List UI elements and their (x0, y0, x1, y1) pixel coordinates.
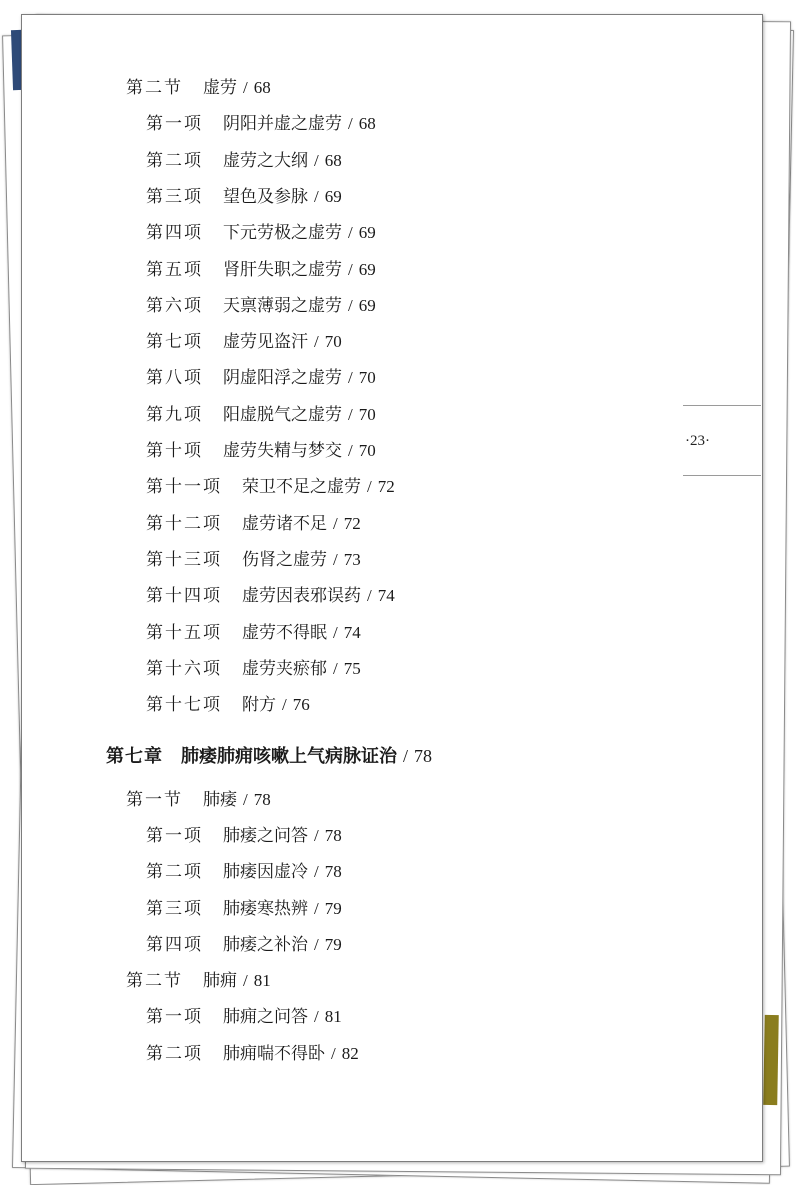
toc-separator: / (348, 223, 353, 242)
toc-separator: / (367, 477, 372, 496)
toc-separator: / (314, 899, 319, 918)
toc-separator: / (314, 1007, 319, 1026)
toc-title: 虚劳见盗汗 (223, 332, 308, 352)
toc-title: 虚劳失精与梦交 (223, 441, 342, 461)
toc-separator: / (348, 114, 353, 133)
toc-separator: / (314, 935, 319, 954)
toc-item (146, 894, 342, 919)
toc-item (146, 109, 376, 134)
toc-item (146, 545, 361, 570)
toc-label: 第九项 (146, 405, 203, 425)
toc-label: 第十三项 (146, 550, 222, 570)
toc-separator: / (333, 623, 338, 642)
toc-page-number: 72 (377, 477, 395, 496)
toc-title: 阴虚阳浮之虚劳 (223, 368, 342, 388)
toc-item (146, 291, 376, 316)
toc-label: 第十六项 (146, 659, 222, 679)
toc-item (146, 255, 376, 280)
toc-title: 肺痿之补治 (223, 935, 308, 955)
toc-title: 虚劳不得眠 (242, 623, 327, 643)
toc-title: 下元劳极之虚劳 (223, 223, 342, 243)
toc-item (146, 690, 310, 715)
toc-separator: / (331, 1044, 336, 1063)
toc-page-number: 79 (324, 899, 342, 918)
toc-label: 第十一项 (146, 477, 222, 497)
toc-page-number: 73 (343, 550, 361, 569)
toc-label: 第二项 (146, 1044, 203, 1064)
toc-label: 第二项 (146, 151, 203, 171)
toc-page-number: 78 (253, 790, 271, 809)
toc-label: 第七项 (146, 332, 203, 352)
toc-separator: / (348, 405, 353, 424)
toc-separator: / (348, 260, 353, 279)
toc-title: 虚劳因表邪误药 (242, 586, 361, 606)
toc-section (126, 73, 271, 98)
toc-page-number: 70 (358, 368, 376, 387)
toc-item (146, 930, 342, 955)
toc-separator: / (314, 826, 319, 845)
toc-separator: / (243, 971, 248, 990)
document-page (21, 14, 763, 1162)
toc-title: 肺痈 (203, 971, 237, 991)
toc-title: 肺痿寒热辨 (223, 899, 308, 919)
toc-separator: / (367, 586, 372, 605)
toc-item (146, 327, 342, 352)
toc-label: 第六项 (146, 296, 203, 316)
toc-title: 天禀薄弱之虚劳 (223, 296, 342, 316)
toc-section (126, 966, 271, 991)
toc-page-number: 81 (253, 971, 271, 990)
toc-label: 第七章 (106, 746, 163, 767)
toc-label: 第三项 (146, 187, 203, 207)
toc-title: 肺痈喘不得卧 (223, 1044, 325, 1064)
toc-item (146, 1002, 342, 1027)
toc-label: 第一项 (146, 114, 203, 134)
toc-title: 望色及参脉 (223, 187, 308, 207)
toc-label: 第四项 (146, 935, 203, 955)
toc-separator: / (314, 862, 319, 881)
toc-item (146, 509, 361, 534)
toc-page-number: 76 (292, 695, 310, 714)
toc-section (126, 785, 271, 810)
toc-page-number: 78 (324, 826, 342, 845)
toc-separator: / (348, 296, 353, 315)
toc-label: 第十七项 (146, 695, 222, 715)
toc-item (146, 821, 342, 846)
toc-title: 肺痿因虚冷 (223, 862, 308, 882)
toc-separator: / (333, 659, 338, 678)
toc-page-number: 69 (358, 296, 376, 315)
toc-page-number: 69 (358, 260, 376, 279)
toc-item (146, 654, 361, 679)
toc-page-number: 70 (358, 405, 376, 424)
toc-page-number: 69 (358, 223, 376, 242)
toc-separator: / (333, 550, 338, 569)
toc-page-number: 78 (414, 746, 433, 766)
folio-rule-bottom (683, 475, 761, 476)
toc-separator: / (348, 368, 353, 387)
table-of-contents (22, 15, 762, 1161)
toc-title: 荣卫不足之虚劳 (242, 477, 361, 497)
folio-rule-top (683, 405, 761, 406)
toc-title: 肺痿肺痈咳嗽上气病脉证治 (181, 746, 397, 767)
toc-title: 附方 (242, 695, 276, 715)
toc-page-number: 69 (324, 187, 342, 206)
toc-separator: / (243, 790, 248, 809)
toc-separator: / (282, 695, 287, 714)
toc-separator: / (348, 441, 353, 460)
toc-separator: / (243, 78, 248, 97)
toc-separator: / (314, 151, 319, 170)
toc-title: 虚劳诸不足 (242, 514, 327, 534)
book-cover-edge (763, 1015, 779, 1105)
toc-item (146, 363, 376, 388)
toc-item (146, 857, 342, 882)
toc-label: 第八项 (146, 368, 203, 388)
toc-label: 第二项 (146, 862, 203, 882)
toc-label: 第三项 (146, 899, 203, 919)
toc-page-number: 68 (358, 114, 376, 133)
toc-separator: / (333, 514, 338, 533)
toc-label: 第十项 (146, 441, 203, 461)
toc-label: 第十五项 (146, 623, 222, 643)
toc-page-number: 78 (324, 862, 342, 881)
toc-item (146, 472, 395, 497)
toc-label: 第二节 (126, 78, 183, 98)
toc-page-number: 74 (343, 623, 361, 642)
toc-item (146, 618, 361, 643)
toc-label: 第一节 (126, 790, 183, 810)
toc-page-number: 79 (324, 935, 342, 954)
toc-title: 虚劳夹瘀郁 (242, 659, 327, 679)
toc-title: 肺痿 (203, 790, 237, 810)
toc-page-number: 82 (341, 1044, 359, 1063)
toc-item (146, 581, 395, 606)
toc-title: 肾肝失职之虚劳 (223, 260, 342, 280)
toc-title: 虚劳 (203, 78, 237, 98)
toc-page-number: 70 (358, 441, 376, 460)
toc-item (146, 218, 376, 243)
toc-separator: / (314, 332, 319, 351)
toc-page-number: 74 (377, 586, 395, 605)
toc-label: 第五项 (146, 260, 203, 280)
page-number: ·23· (685, 433, 710, 449)
toc-label: 第一项 (146, 826, 203, 846)
toc-item (146, 182, 342, 207)
toc-separator: / (314, 187, 319, 206)
toc-chapter (106, 742, 432, 768)
toc-page-number: 70 (324, 332, 342, 351)
toc-page-number: 81 (324, 1007, 342, 1026)
toc-title: 伤肾之虚劳 (242, 550, 327, 570)
toc-label: 第二节 (126, 971, 183, 991)
toc-title: 肺痈之问答 (223, 1007, 308, 1027)
toc-separator: / (403, 746, 409, 766)
toc-title: 肺痿之问答 (223, 826, 308, 846)
toc-item (146, 1039, 359, 1064)
toc-label: 第四项 (146, 223, 203, 243)
toc-label: 第十四项 (146, 586, 222, 606)
toc-page-number: 72 (343, 514, 361, 533)
toc-item (146, 400, 376, 425)
toc-page-number: 68 (253, 78, 271, 97)
toc-title: 阳虚脱气之虚劳 (223, 405, 342, 425)
toc-label: 第一项 (146, 1007, 203, 1027)
toc-label: 第十二项 (146, 514, 222, 534)
toc-title: 阴阳并虚之虚劳 (223, 114, 342, 134)
toc-page-number: 75 (343, 659, 361, 678)
toc-title: 虚劳之大纲 (223, 151, 308, 171)
toc-page-number: 68 (324, 151, 342, 170)
toc-item (146, 436, 376, 461)
toc-item (146, 146, 342, 171)
